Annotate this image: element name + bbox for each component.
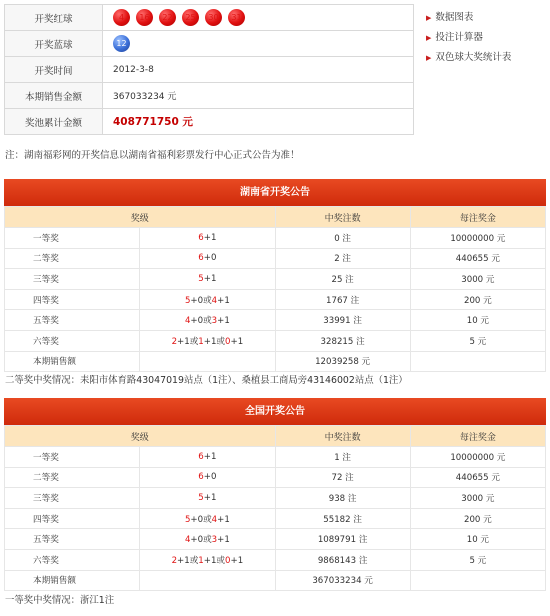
match-rule-part: 4: [211, 295, 218, 306]
sales-row-label: 本期销售额: [5, 351, 140, 372]
sales-row-label: 本期销售额: [5, 570, 140, 591]
match-rule-part: +1: [217, 316, 230, 327]
prize-amount: 440655 元: [410, 248, 545, 269]
prize-amount: 440655 元: [410, 467, 545, 488]
match-rule-part: +1: [203, 273, 217, 284]
red-ball: 4: [113, 9, 130, 26]
prize-table: [4, 206, 546, 372]
prize-level: 三等奖: [5, 269, 140, 290]
sales-label: 本期销售金额: [5, 83, 103, 109]
match-rule: [140, 248, 275, 269]
table-row: [5, 508, 546, 529]
table-row: [5, 248, 546, 269]
side-links: [426, 8, 511, 68]
header-count: 中奖注数: [275, 207, 410, 228]
winner-count: 1089791 注: [275, 529, 410, 550]
red-ball: 22: [159, 9, 176, 26]
sales-row-spacer: [140, 351, 275, 372]
prize-level: 一等奖: [5, 447, 140, 468]
sales-row-empty: [410, 570, 545, 591]
match-rule-part: 6: [198, 472, 204, 483]
table-row: [5, 310, 546, 331]
match-rule-part: 2: [171, 555, 178, 566]
prize-level: 四等奖: [5, 289, 140, 310]
prize-amount: 10 元: [410, 529, 545, 550]
triangle-right-icon: ▶: [426, 14, 432, 22]
table-row: [5, 488, 546, 509]
section-title: 全国开奖公告: [4, 398, 546, 425]
match-rule-part: +1或: [203, 336, 226, 347]
sales-row-amount: 12039258 元: [275, 351, 410, 372]
prize-amount: 3000 元: [410, 269, 545, 290]
match-rule-part: +0或: [190, 295, 212, 306]
winner-count: 328215 注: [275, 330, 410, 351]
match-rule-part: 6: [198, 451, 204, 462]
match-rule-part: +1: [203, 492, 217, 503]
sales-row: [5, 570, 546, 591]
sales-row-empty: [410, 351, 545, 372]
match-rule-part: 5: [198, 492, 204, 503]
match-rule-part: 5: [184, 514, 191, 525]
prize-table: [4, 425, 546, 591]
prize-level: 四等奖: [5, 508, 140, 529]
match-rule-part: +1: [217, 535, 230, 546]
match-rule: [140, 467, 275, 488]
match-rule-part: 4: [184, 535, 191, 546]
draw-date-label: 开奖时间: [5, 57, 103, 83]
match-rule-part: 1: [198, 336, 204, 347]
link-bet-calculator[interactable]: ▶ 投注计算器: [426, 32, 483, 43]
match-rule-part: +1: [203, 451, 217, 462]
table-row: [5, 289, 546, 310]
match-rule-part: +1: [217, 295, 230, 306]
winner-count: 0 注: [275, 228, 410, 249]
red-ball: 16: [136, 9, 153, 26]
winner-count: 2 注: [275, 248, 410, 269]
triangle-right-icon: ▶: [426, 54, 432, 62]
match-rule: [140, 488, 275, 509]
winner-count: 1 注: [275, 447, 410, 468]
match-rule-part: 4: [211, 514, 218, 525]
prize-amount: 200 元: [410, 508, 545, 529]
match-rule-part: 1: [198, 555, 204, 566]
red-ball: 25: [182, 9, 199, 26]
table-row: [5, 330, 546, 351]
red-ball: 30: [205, 9, 222, 26]
red-ball: 31: [228, 9, 245, 26]
prize-level: 一等奖: [5, 228, 140, 249]
prize-level: 三等奖: [5, 488, 140, 509]
match-rule: [140, 289, 275, 310]
match-rule: [140, 508, 275, 529]
match-rule-part: +0或: [190, 535, 212, 546]
match-rule-part: +1或: [203, 555, 226, 566]
match-rule-part: +1或: [177, 336, 199, 347]
match-rule-part: +0: [203, 472, 217, 483]
match-rule-part: 3: [211, 316, 218, 327]
match-rule-part: 0: [225, 336, 231, 347]
prize-amount: 3000 元: [410, 488, 545, 509]
prize-amount: 10 元: [410, 310, 545, 331]
table-row: [5, 269, 546, 290]
sales-row-amount: 367033234 元: [275, 570, 410, 591]
match-rule: [140, 269, 275, 290]
table-row: [5, 549, 546, 570]
winner-count: 72 注: [275, 467, 410, 488]
prize-level: 二等奖: [5, 467, 140, 488]
match-rule: [140, 529, 275, 550]
prize-level: 五等奖: [5, 529, 140, 550]
prize-amount: 10000000 元: [410, 447, 545, 468]
prize-level: 二等奖: [5, 248, 140, 269]
match-rule-part: +1: [230, 336, 244, 347]
match-rule: [140, 330, 275, 351]
match-rule-part: +0: [203, 253, 217, 264]
match-rule-part: 4: [184, 316, 191, 327]
draw-info-table: [4, 4, 414, 135]
winner-count: 33991 注: [275, 310, 410, 331]
national-announcement: [4, 398, 546, 591]
match-rule-part: 6: [198, 253, 204, 264]
triangle-right-icon: ▶: [426, 34, 432, 42]
hunan-winners: 二等奖中奖情况：耒阳市体育路43047019站点（1注）、桑植县工商局旁43146002站点（1注）: [5, 375, 408, 386]
match-rule-part: +0或: [190, 514, 212, 525]
national-winners: 一等奖中奖情况：浙江1注: [5, 595, 115, 606]
table-row: [5, 467, 546, 488]
match-rule-part: +1: [203, 232, 217, 243]
prize-amount: 200 元: [410, 289, 545, 310]
winner-count: 938 注: [275, 488, 410, 509]
match-rule-part: 0: [225, 555, 231, 566]
header-count: 中奖注数: [275, 426, 410, 447]
match-rule-part: 6: [198, 232, 204, 243]
winner-count: 9868143 注: [275, 549, 410, 570]
match-rule: [140, 447, 275, 468]
prize-amount: 5 元: [410, 549, 545, 570]
prize-level: 六等奖: [5, 330, 140, 351]
link-data-chart[interactable]: ▶ 数据图表: [426, 12, 474, 23]
prize-level: 六等奖: [5, 549, 140, 570]
link-jackpot-stats[interactable]: ▶ 双色球大奖统计表: [426, 52, 512, 63]
match-rule-part: 5: [184, 295, 191, 306]
section-title: 湖南省开奖公告: [4, 179, 546, 206]
prize-amount: 5 元: [410, 330, 545, 351]
draw-date: 2012-3-8: [103, 57, 414, 83]
winner-count: 25 注: [275, 269, 410, 290]
header-level: 奖级: [5, 207, 276, 228]
hunan-announcement: [4, 179, 546, 372]
match-rule-part: 5: [198, 273, 204, 284]
pool-label: 奖池累计金额: [5, 109, 103, 135]
prize-level: 五等奖: [5, 310, 140, 331]
match-rule-part: +0或: [190, 316, 212, 327]
sales-amount: 367033234 元: [103, 83, 414, 109]
table-row: [5, 228, 546, 249]
match-rule-part: 2: [171, 336, 178, 347]
red-ball-label: 开奖红球: [5, 5, 103, 31]
blue-ball: 12: [113, 35, 130, 52]
match-rule: [140, 310, 275, 331]
header-prize: 每注奖金: [410, 207, 545, 228]
winner-count: 55182 注: [275, 508, 410, 529]
red-balls: [103, 5, 414, 31]
sales-row-spacer: [140, 570, 275, 591]
header-prize: 每注奖金: [410, 426, 545, 447]
match-rule-part: +1: [230, 555, 244, 566]
match-rule: [140, 549, 275, 570]
pool-amount: 408771750 元: [113, 116, 193, 128]
table-row: [5, 529, 546, 550]
match-rule-part: +1: [217, 514, 230, 525]
disclaimer-note: 注：湖南福彩网的开奖信息以湖南省福利彩票发行中心正式公告为准！: [5, 150, 300, 161]
header-level: 奖级: [5, 426, 276, 447]
match-rule-part: +1或: [177, 555, 199, 566]
sales-row: [5, 351, 546, 372]
table-row: [5, 447, 546, 468]
prize-amount: 10000000 元: [410, 228, 545, 249]
blue-ball-label: 开奖蓝球: [5, 31, 103, 57]
match-rule-part: 3: [211, 535, 218, 546]
winner-count: 1767 注: [275, 289, 410, 310]
match-rule: [140, 228, 275, 249]
